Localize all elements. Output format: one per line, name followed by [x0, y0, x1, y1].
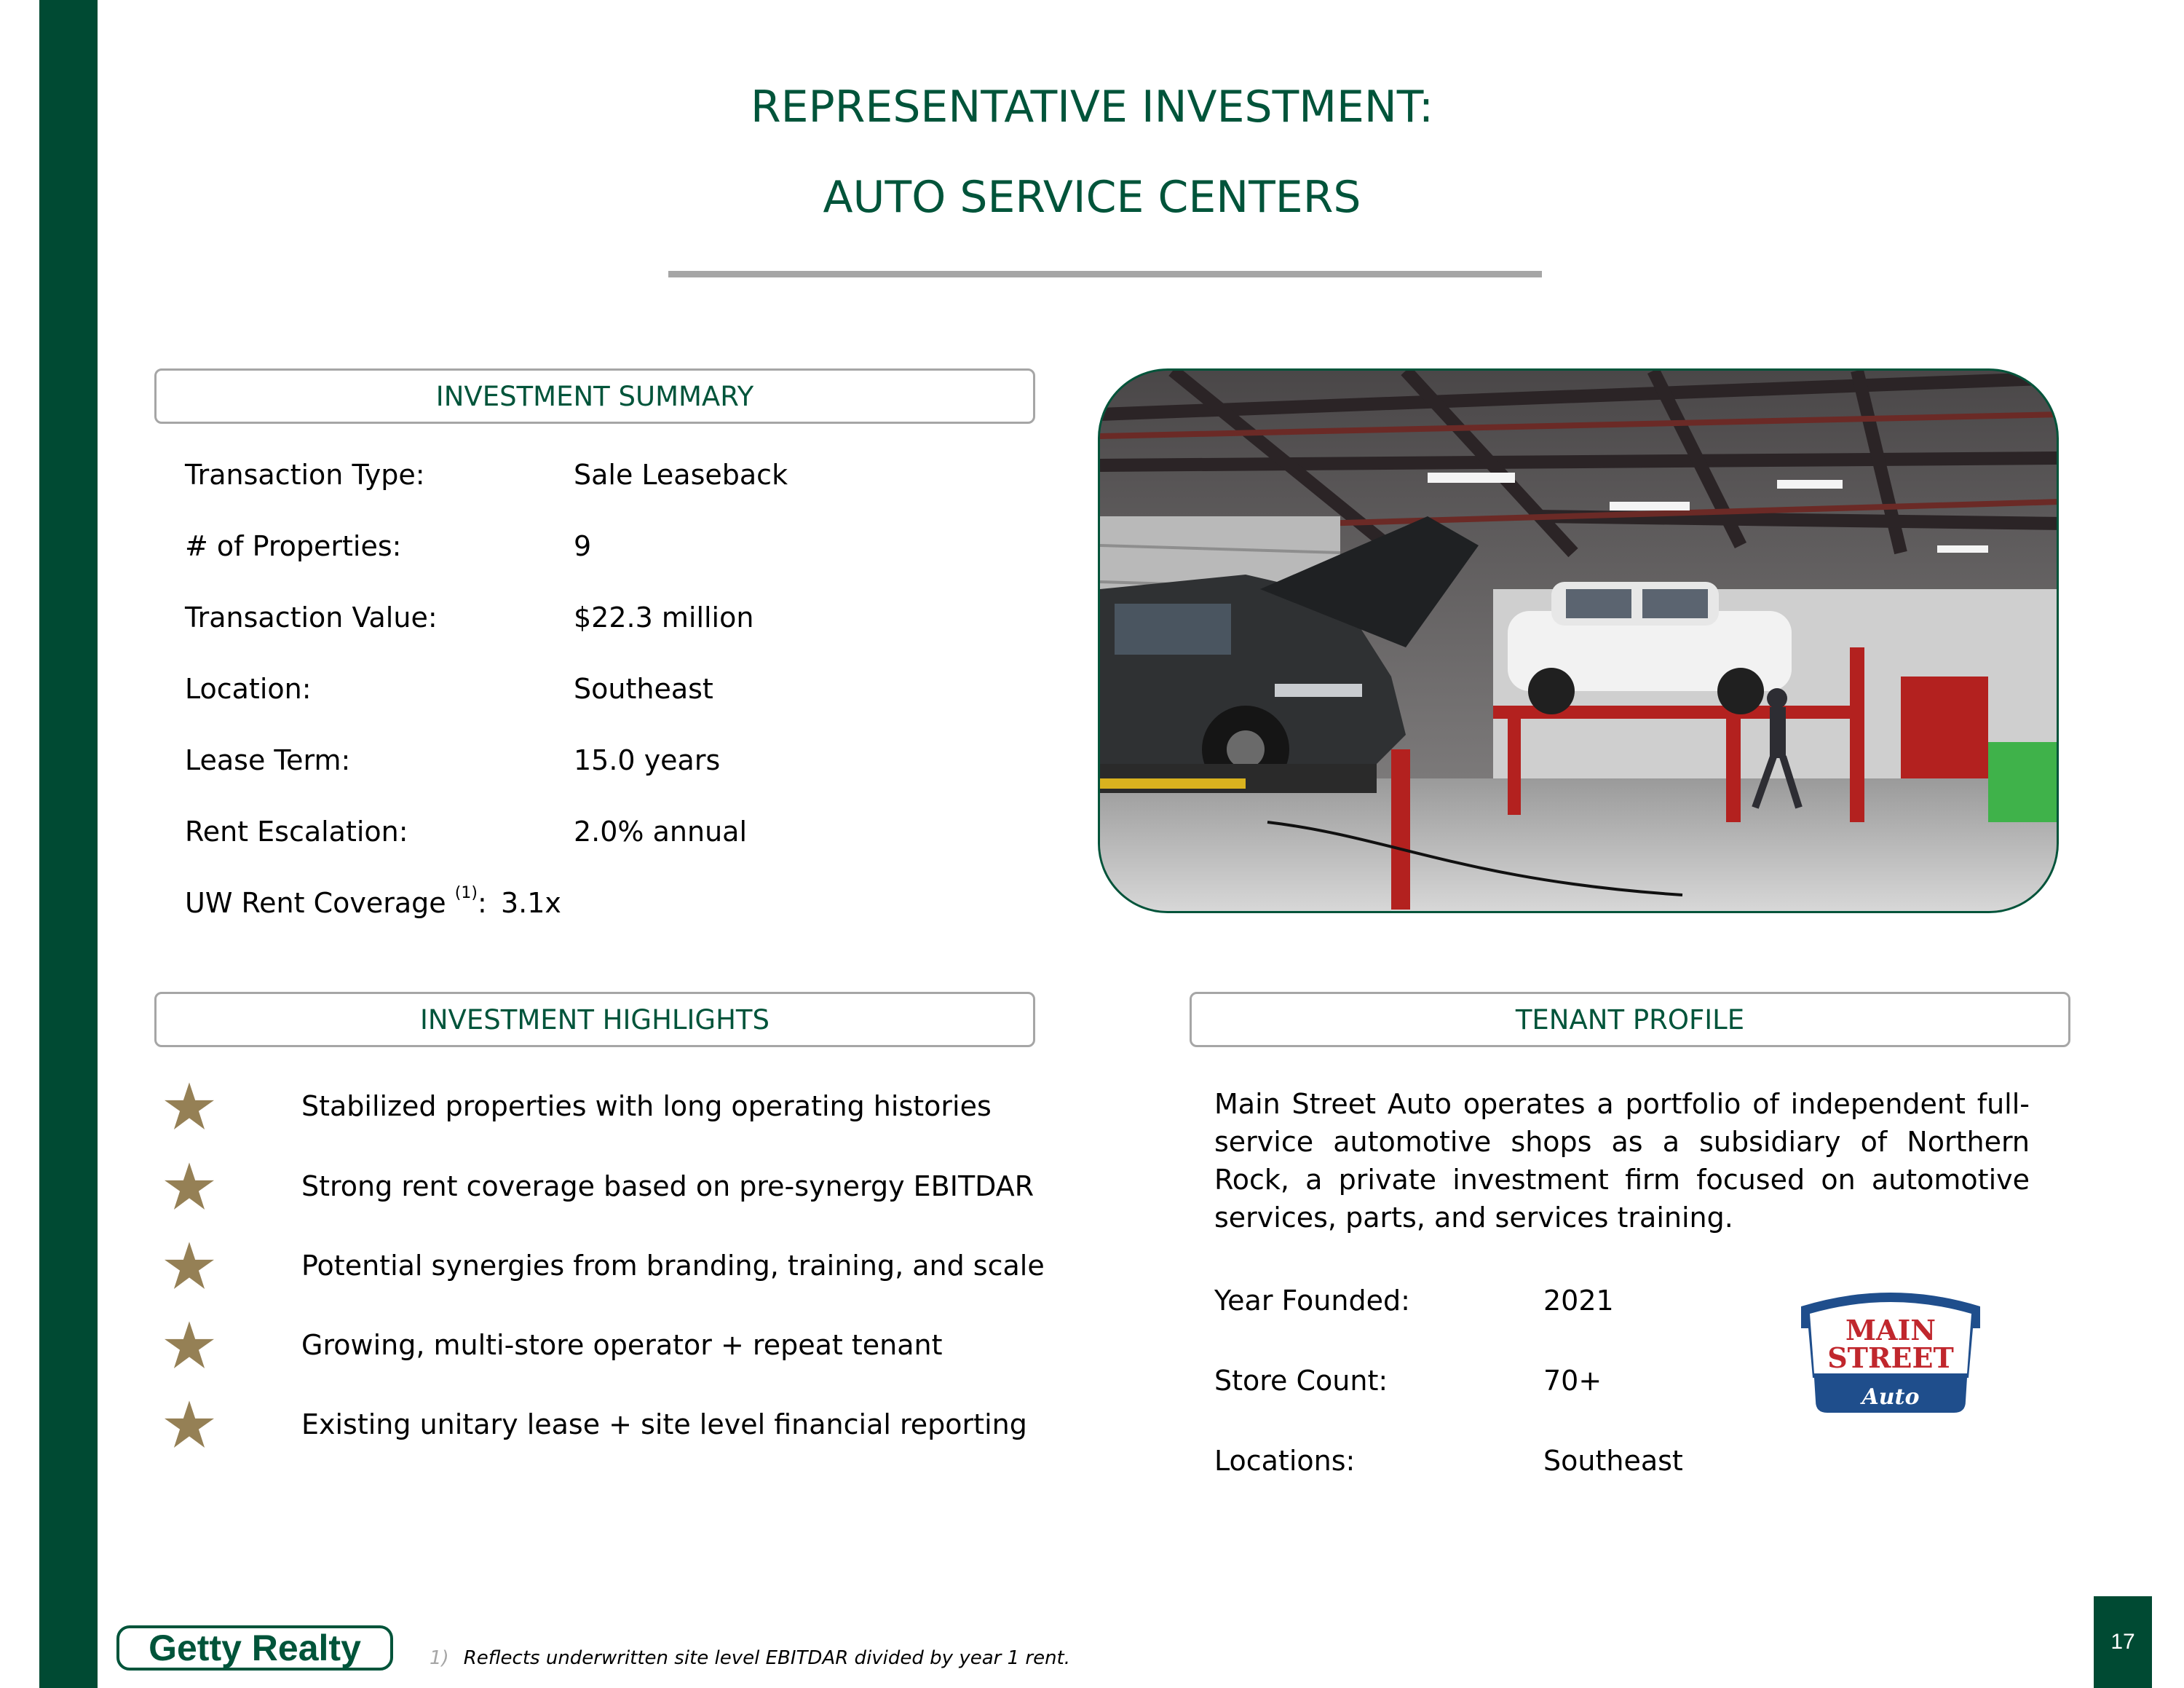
tenant-value-store-count: 70+ [1543, 1365, 1602, 1397]
page-number-text: 17 [2110, 1630, 2135, 1654]
highlight-item [165, 1161, 1034, 1212]
highlight-item [165, 1399, 1027, 1450]
summary-value-lease-term: 15.0 years [574, 744, 721, 776]
rent-coverage-label-text: UW Rent Coverage [185, 887, 446, 919]
tenant-profile-heading [1190, 992, 2070, 1047]
title-divider [668, 271, 1542, 277]
investment-highlights-heading-text: INVESTMENT HIGHLIGHTS [419, 1003, 770, 1036]
star-icon [165, 1241, 214, 1290]
summary-value-rent-coverage: 3.1x [501, 887, 561, 919]
main-street-auto-logo-shape [1794, 1285, 1987, 1419]
logo-main-text: MAIN [1845, 1314, 1936, 1346]
summary-value-transaction-type: Sale Leaseback [574, 459, 788, 491]
rent-coverage-footnote-ref: (1) [454, 884, 478, 902]
summary-label-rent-escalation: Rent Escalation: [185, 816, 408, 848]
summary-value-rent-escalation: 2.0% annual [574, 816, 748, 848]
tenant-profile-description: Main Street Auto operates a portfolio of independent full-service automotive shops as a subsidiary of Northern Rock, a private investment firm focused on automotive services, parts, and services training. [1214, 1088, 2030, 1234]
footnote-number: 1) [430, 1647, 449, 1669]
summary-value-properties: 9 [574, 530, 592, 562]
star-icon [165, 1320, 214, 1370]
highlight-text: Stabilized properties with long operating histories [301, 1090, 992, 1122]
tenant-label-store-count: Store Count: [1214, 1365, 1388, 1397]
page-title-line2: AUTO SERVICE CENTERS [823, 172, 1361, 223]
page-title-line1: REPRESENTATIVE INVESTMENT: [750, 82, 1434, 133]
highlight-item [165, 1320, 943, 1370]
summary-value-transaction-value: $22.3 million [574, 602, 754, 634]
highlight-text: Potential synergies from branding, training, and scale [301, 1250, 1045, 1282]
star-icon [165, 1081, 214, 1131]
rent-coverage-colon: : [477, 887, 487, 919]
tenant-value-locations: Southeast [1543, 1445, 1683, 1477]
star-icon [165, 1400, 214, 1449]
left-accent-bar [39, 0, 98, 1688]
main-street-auto-logo [1794, 1285, 1987, 1419]
tenant-label-locations: Locations: [1214, 1445, 1356, 1477]
highlight-item [165, 1240, 1045, 1291]
auto-shop-photo [1098, 368, 2059, 913]
footnote [430, 1647, 1070, 1669]
highlight-item [165, 1081, 992, 1132]
tenant-label-year-founded: Year Founded: [1214, 1285, 1410, 1317]
summary-label-location: Location: [185, 673, 312, 705]
investment-highlights-heading [154, 992, 1035, 1047]
logo-auto-text: Auto [1861, 1384, 1920, 1410]
footnote-text: Reflects underwritten site level EBITDAR divided by year 1 rent. [463, 1647, 1071, 1669]
summary-value-location: Southeast [574, 673, 713, 705]
tenant-profile-heading-text: TENANT PROFILE [1515, 1003, 1745, 1036]
summary-label-rent-coverage [185, 884, 487, 919]
highlight-text: Strong rent coverage based on pre-synergy EBITDAR [301, 1170, 1034, 1202]
summary-label-properties: # of Properties: [185, 530, 402, 562]
summary-label-lease-term: Lease Term: [185, 744, 351, 776]
investment-summary-heading-text: INVESTMENT SUMMARY [435, 380, 754, 412]
auto-shop-illustration [1100, 371, 2059, 913]
tenant-value-year-founded: 2021 [1543, 1285, 1614, 1317]
highlight-text: Existing unitary lease + site level financial reporting [301, 1408, 1027, 1440]
highlight-text: Growing, multi-store operator + repeat tenant [301, 1329, 943, 1361]
summary-label-transaction-value: Transaction Value: [185, 602, 438, 634]
getty-realty-logo: Getty Realty [116, 1625, 393, 1671]
investment-summary-heading [154, 368, 1035, 424]
star-icon [165, 1162, 214, 1211]
logo-street-text: STREET [1827, 1341, 1954, 1374]
page-number [2094, 1596, 2152, 1688]
summary-label-transaction-type: Transaction Type: [185, 459, 425, 491]
